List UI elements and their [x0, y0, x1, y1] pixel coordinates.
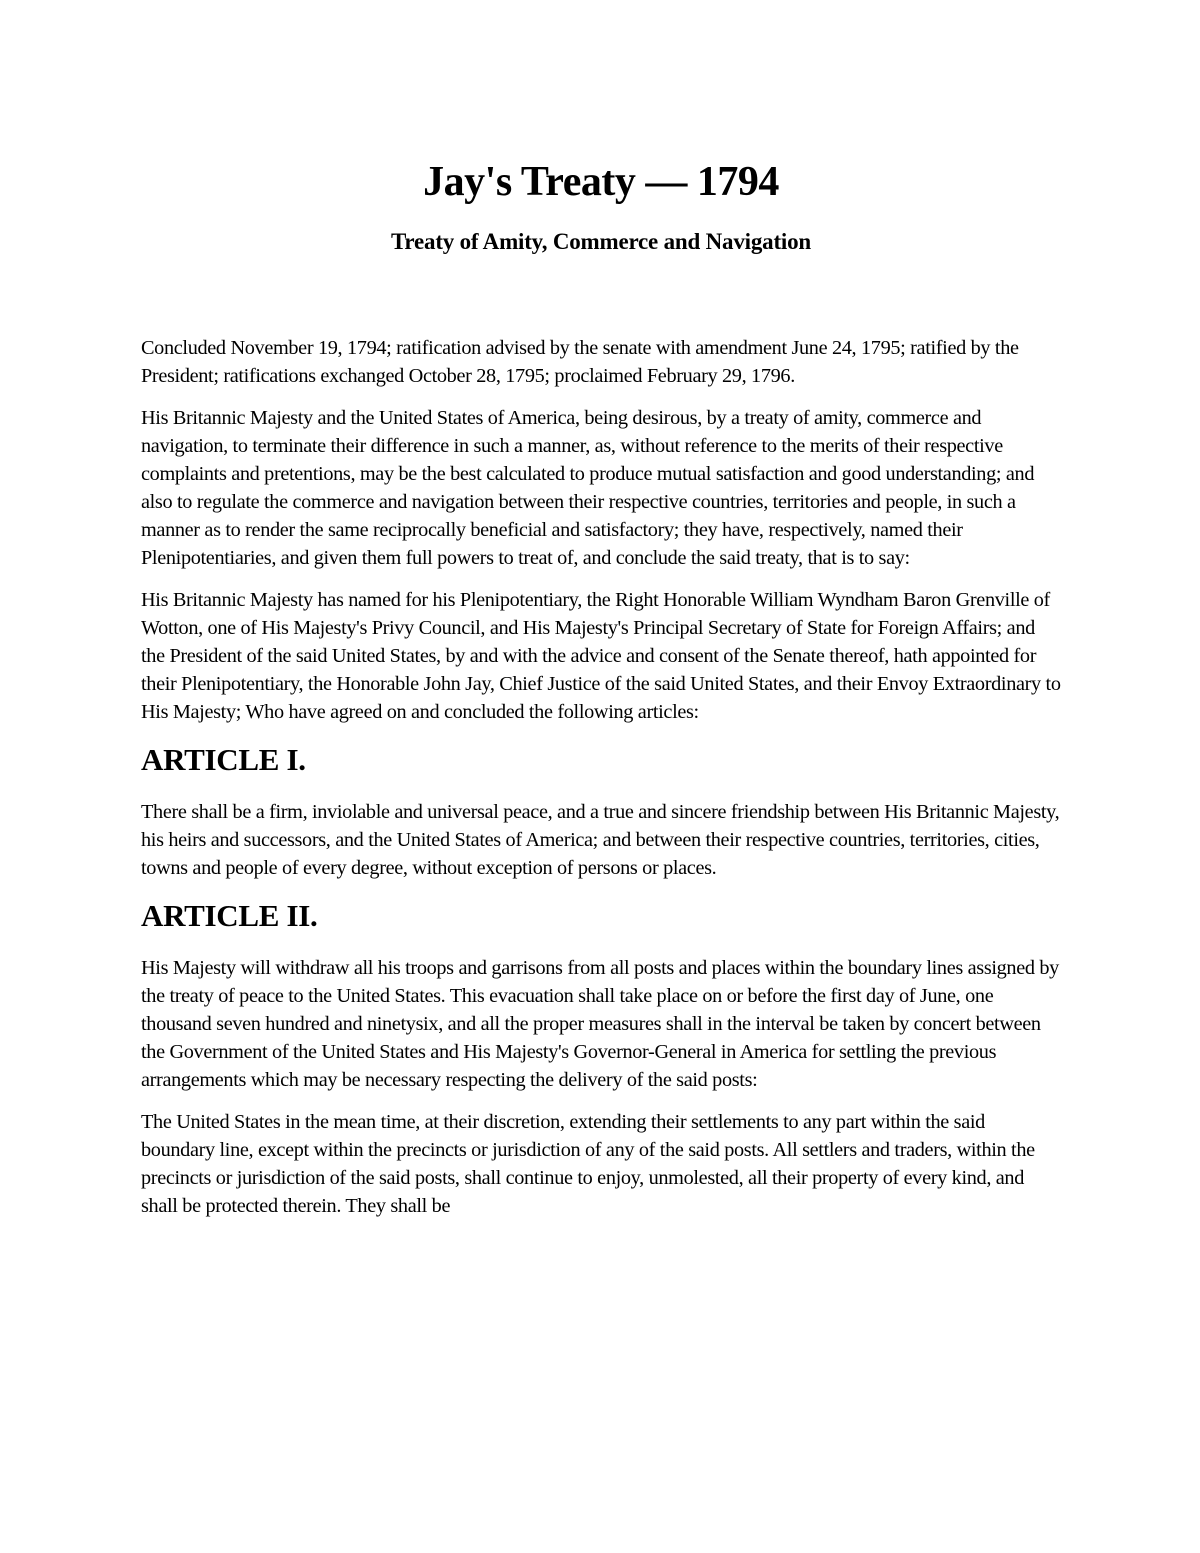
article-2-heading: ARTICLE II.	[141, 898, 318, 933]
article-1-heading: ARTICLE I.	[141, 742, 306, 777]
document-subtitle: Treaty of Amity, Commerce and Navigation	[390, 229, 811, 254]
document-body	[141, 334, 1061, 1234]
preamble-ratification-paragraph: Concluded November 19, 1794; ratification advised by the senate with amendment June 24, 1795; ratified by the President; ratifications exchanged October 28, 1795; proclaimed February 29, 1796.	[141, 337, 1019, 387]
article-1-paragraph: There shall be a firm, inviolable and universal peace, and a true and sincere friendship between His Britannic Majesty, his heirs and successors, and the United States of America; and between their respective countries, territories, cities, towns and people of every degree, without exception of persons or places.	[141, 801, 1060, 879]
preamble-purpose-paragraph: His Britannic Majesty and the United States of America, being desirous, by a treaty of amity, commerce and navigation, to terminate their difference in such a manner, as, without reference to the merits of their respective complaints and pretentions, may be the best calculated to produce mutual satisfaction and good understanding; and also to regulate the commerce and navigation between their respective countries, territories and people, in such a manner as to render the same reciprocally beneficial and satisfactory; they have, respectively, named their Plenipotentiaries, and given them full powers to treat of, and conclude the said treaty, that is to say:	[141, 407, 1035, 569]
document-title: Jay's Treaty — 1794	[423, 159, 779, 205]
article-2-paragraph: His Majesty will withdraw all his troops and garrisons from all posts and places within the boundary lines assigned by the treaty of peace to the United States. This evacuation shall take place on or before the first day of June, one thousand seven hundred and ninetysix, and all the proper measures shall in the interval be taken by concert between the Government of the United States and His Majesty's Governor-General in America for settling the previous arrangements which may be necessary respecting the delivery of the said posts:	[141, 957, 1059, 1091]
article-1-section	[141, 740, 1061, 882]
preamble-plenipotentiaries-paragraph: His Britannic Majesty has named for his Plenipotentiary, the Right Honorable William Wyndham Baron Grenville of Wotton, one of His Majesty's Privy Council, and His Majesty's Principal Secretary of State for Foreign Affairs; and the President of the said United States, by and with the advice and consent of the Senate thereof, hath appointed for their Plenipotentiary, the Honorable John Jay, Chief Justice of the said United States, and their Envoy Extraordinary to His Majesty; Who have agreed on and concluded the following articles:	[141, 589, 1061, 723]
article-2-section	[141, 896, 1061, 1220]
article-2-paragraph: The United States in the mean time, at their discretion, extending their settlements to any part within the said boundary line, except within the precincts or jurisdiction of any of the said posts. All settlers and traders, within the precincts or jurisdiction of the said posts, shall continue to enjoy, unmolested, all their property of every kind, and shall be protected therein. They shall be	[141, 1111, 1035, 1217]
